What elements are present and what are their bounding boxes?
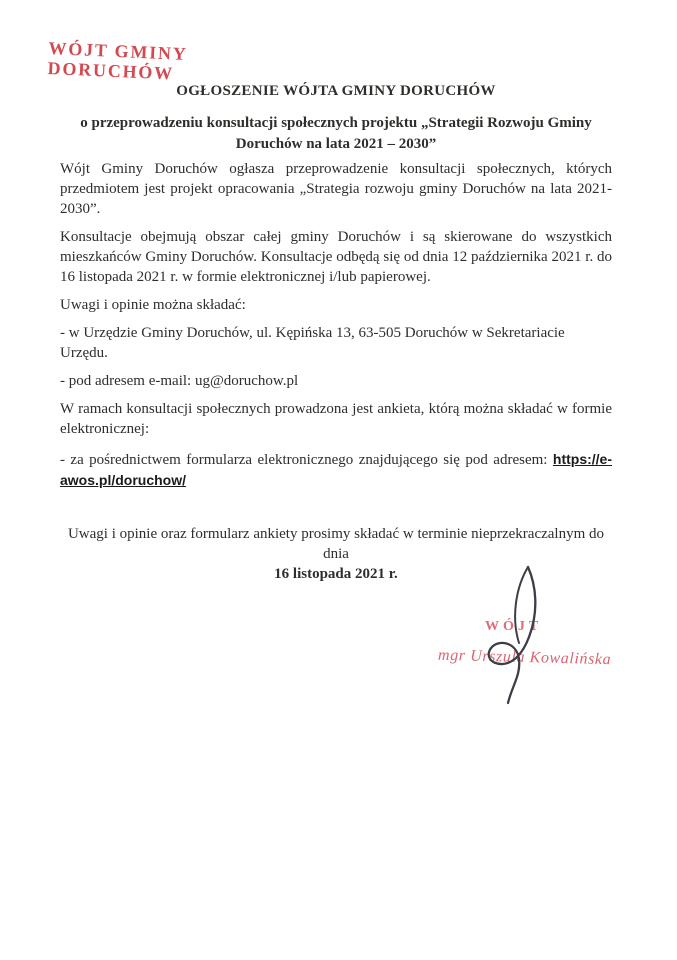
paragraph-announcement: Wójt Gminy Doruchów ogłasza przeprowadzenie konsultacji społecznych, których przedmiotem jest projekt opracowania „Strategia rozwoju gminy Doruchów na lata 2021-2030”.: [60, 161, 612, 217]
paragraph-submit-office: - w Urzędzie Gminy Doruchów, ul. Kępińska 13, 63-505 Doruchów w Sekretariacie Urzędu.: [60, 325, 565, 361]
submit-email-prefix: - pod adresem e-mail:: [60, 373, 195, 389]
document-body: [60, 76, 612, 592]
document-subtitle-line1: o przeprowadzeniu konsultacji społecznych projektu „Strategii Rozwoju Gminy: [80, 115, 592, 131]
paragraph-scope: Konsultacje obejmują obszar całej gminy Doruchów i są skierowane do wszystkich mieszkańców Gminy Doruchów. Konsultacje odbędą się od dnia 12 października 2021 r. do 16 listopada 2021 r. w formie elektronicznej i/lub papierowej.: [60, 229, 612, 285]
wojt-role-stamp: WÓJT: [485, 619, 543, 634]
email-address: ug@doruchow.pl: [194, 373, 299, 389]
survey-form-prefix: - za pośrednictwem formularza elektronicznego znajdującego się pod adresem:: [60, 452, 553, 468]
paragraph-submit-email: [60, 371, 612, 391]
document-subtitle: [60, 113, 612, 155]
paragraph-survey-form: [60, 449, 612, 491]
survey-form-link[interactable]: https://e-awos.pl/doruchow/: [60, 451, 612, 488]
office-stamp-line2: DORUCHÓW: [47, 57, 175, 84]
office-stamp-line1: WÓJT GMINY: [48, 38, 189, 65]
signature-block: [430, 555, 630, 725]
document-subtitle-line2: Doruchów na lata 2021 – 2030”: [235, 136, 437, 152]
handwritten-signature-icon: [440, 555, 600, 710]
document-title: OGŁOSZENIE WÓJTA GMINY DORUCHÓW: [176, 83, 496, 99]
signatory-name-stamp: mgr Urszula Kowalińska: [437, 646, 612, 669]
deadline-text: Uwagi i opinie oraz formularz ankiety prosimy składać w terminie nieprzekraczalnym do dnia: [67, 526, 605, 562]
paragraph-survey-intro: W ramach konsultacji społecznych prowadzona jest ankieta, którą można składać w formie elektronicznej:: [60, 401, 612, 437]
paragraph-submit-intro: Uwagi i opinie można składać:: [60, 297, 246, 313]
deadline-date: 16 listopada 2021 r.: [274, 566, 398, 582]
